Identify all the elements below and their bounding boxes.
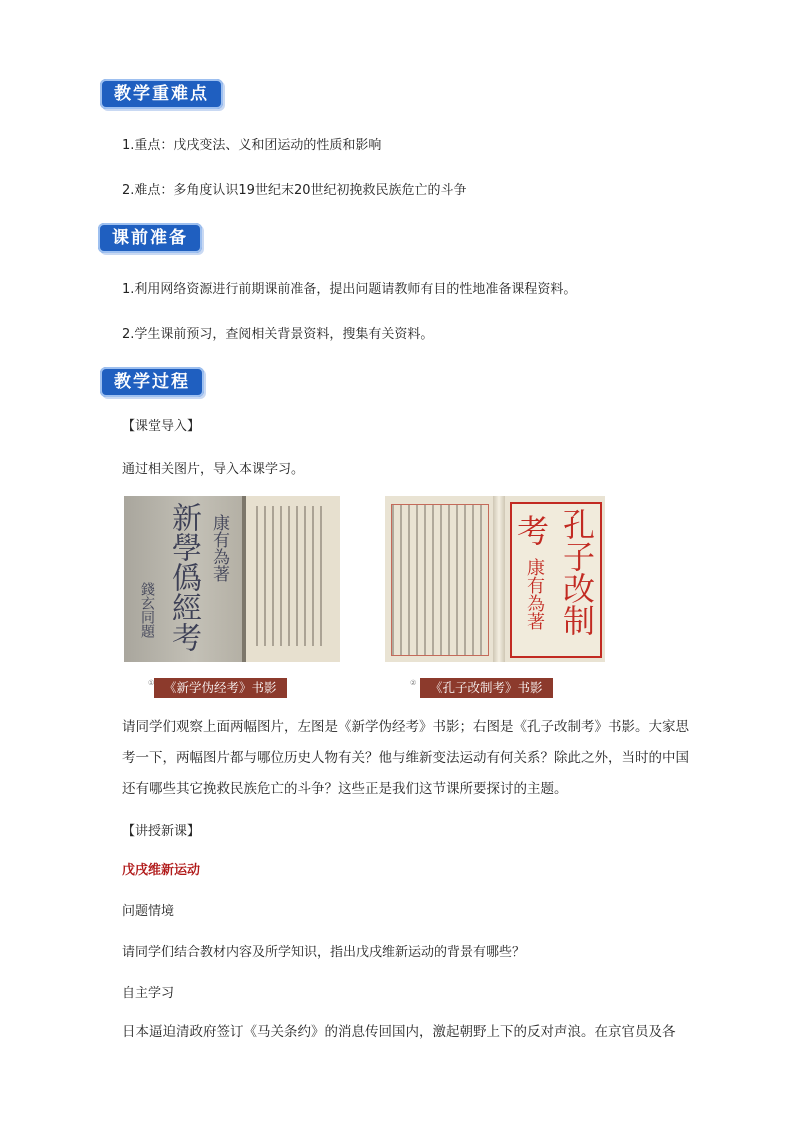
topic-title: 戊戌维新运动	[122, 863, 201, 878]
question-label: 问题情境	[122, 904, 175, 919]
question-text: 请同学们结合教材内容及所学知识，指出戊戌维新运动的背景有哪些？	[122, 945, 526, 960]
cover-author: 康有為著	[524, 558, 545, 630]
cover-title-main: 孔子改制	[558, 508, 596, 636]
observe-paragraph: 请同学们观察上面两幅图片，左图是《新学伪经考》书影；右图是《孔子改制考》书影。大家思考一下，两幅图片都与哪位历史人物有关？他与维新变法运动有何关系？除此之外，当时的中国还有哪些其它挽救民族危亡的斗争？这些正是我们这节课所要探讨的主题。	[122, 719, 689, 797]
cover-inscription: 錢玄同題	[139, 582, 155, 638]
figure-xinxue-weijing-kao	[124, 496, 340, 662]
key-point-1: 1.重点：戊戌变法、义和团运动的性质和影响	[122, 138, 382, 153]
cover-author: 康有為著	[209, 514, 229, 582]
section-badge-key-points: 教学重难点	[100, 79, 223, 109]
new-lesson-heading: 【讲授新课】	[122, 824, 201, 839]
preparation-item-2: 2.学生课前预习，查阅相关背景资料，搜集有关资料。	[122, 327, 434, 342]
figure-1-caption: 《新学伪经考》书影	[154, 678, 287, 698]
cover-title-tail: 考	[512, 514, 550, 546]
self-study-label: 自主学习	[122, 986, 175, 1001]
figure-kongzi-gaizhi-kao	[385, 496, 605, 662]
self-study-text: 日本逼迫清政府签订《马关条约》的消息传回国内，激起朝野上下的反对声浪。在京官员及各	[122, 1024, 676, 1040]
figure-2-mark: ②	[410, 679, 417, 687]
preparation-item-1: 1.利用网络资源进行前期课前准备，提出问题请教师有目的性地准备课程资料。	[122, 282, 577, 297]
figure-2-caption: 《孔子改制考》书影	[420, 678, 553, 698]
intro-text: 通过相关图片，导入本课学习。	[122, 462, 305, 477]
section-badge-preparation: 课前准备	[98, 223, 202, 253]
key-point-2: 2.难点：多角度认识19世纪末20世纪初挽救民族危亡的斗争	[122, 183, 467, 198]
figure-1-mark: ①	[148, 679, 155, 687]
intro-heading: 【课堂导入】	[122, 419, 201, 434]
section-badge-process: 教学过程	[100, 367, 204, 397]
cover-title: 新學僞經考	[166, 502, 201, 652]
